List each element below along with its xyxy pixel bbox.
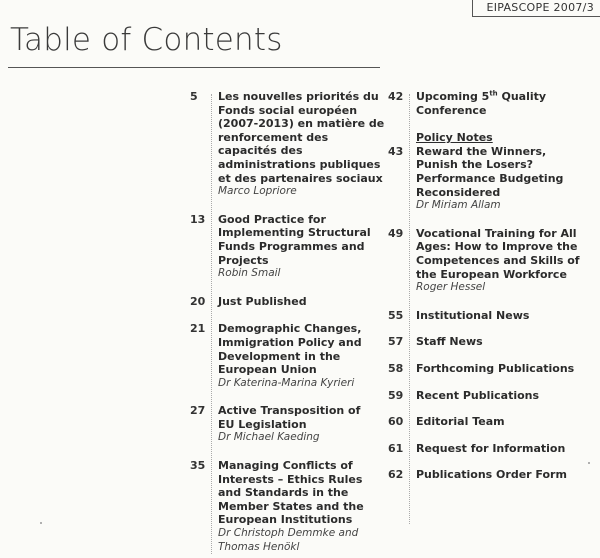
toc-page-number: 42 — [388, 90, 404, 103]
scan-speck — [588, 462, 590, 464]
toc-page-number: 27 — [190, 404, 206, 418]
toc-entry[interactable] — [388, 442, 598, 456]
toc-entry-author: Dr Michael Kaeding — [218, 431, 320, 444]
toc-entry[interactable] — [190, 404, 385, 445]
toc-entry-title: Managing Conflicts of Interests – Ethics Rules and Standards in the Member States and the European Institutions — [218, 459, 364, 527]
scan-speck — [40, 522, 42, 524]
toc-entry[interactable] — [190, 213, 385, 281]
toc-entry-author: Roger Hessel — [416, 281, 486, 294]
toc-entry[interactable] — [388, 468, 598, 482]
toc-entry-title: Good Practice for Implementing Structural Funds Programmes and Projects — [218, 212, 371, 267]
toc-entry[interactable] — [190, 322, 385, 390]
toc-page-number: 5 — [190, 90, 198, 103]
toc-entry-title: Les nouvelles priorités du Fonds social européen (2007-2013) en matière de renforcement des capacités des administrations publiques et des partenaires sociaux — [218, 90, 385, 185]
toc-entry-author: Dr Katerina-Marina Kyrieri — [218, 376, 355, 389]
toc-entry-title: Active Transposition of EU Legislation — [218, 404, 361, 431]
toc-page-number: 61 — [388, 441, 404, 455]
toc-entry-author: Marco Lopriore — [218, 185, 297, 198]
toc-entry-title: Request for Information — [416, 441, 566, 455]
toc-page-number: 13 — [190, 212, 206, 226]
toc-entry-title: Vocational Training for All Ages: How to Improve the Competences and Skills of the European Workforce — [416, 226, 580, 281]
toc-entry-title: Demographic Changes, Immigration Policy and Development in the European Union — [218, 322, 362, 377]
toc-entry[interactable] — [388, 90, 598, 117]
toc-entry-author: Robin Smail — [218, 267, 281, 280]
toc-page-number: 43 — [388, 144, 404, 158]
toc-entry-title: Institutional News — [416, 308, 530, 322]
toc-left-column — [190, 90, 385, 554]
toc-page-number: 62 — [388, 468, 404, 482]
toc-entry-title: Editorial Team — [416, 415, 505, 429]
toc-page-number: 35 — [190, 459, 206, 473]
toc-entry-title: Recent Publications — [416, 388, 540, 402]
toc-entry[interactable] — [388, 227, 598, 295]
toc-entry[interactable] — [388, 335, 598, 349]
toc-page-number: 20 — [190, 294, 206, 308]
toc-entry[interactable] — [388, 389, 598, 403]
policy-notes-heading: Policy Notes — [416, 131, 493, 145]
toc-entry-title: Staff News — [416, 335, 483, 349]
toc-right-column — [388, 90, 598, 482]
toc-page-number: 60 — [388, 415, 404, 429]
toc-page-number: 57 — [388, 335, 404, 349]
journal-issue: EIPASCOPE 2007/3 — [486, 1, 594, 14]
toc-page-number: 21 — [190, 322, 206, 336]
toc-page-number: 55 — [388, 308, 404, 322]
toc-entry-title: Reward the Winners, Punish the Losers? Performance Budgeting Reconsidered — [416, 144, 564, 199]
toc-entry-title: Just Published — [218, 294, 307, 308]
toc-entry[interactable] — [190, 295, 385, 309]
toc-page-number: 49 — [388, 226, 404, 240]
toc-entry[interactable] — [190, 459, 385, 554]
title-divider — [8, 67, 380, 68]
toc-page-number: 58 — [388, 361, 404, 375]
toc-entry[interactable] — [190, 90, 385, 199]
toc-entry-author: Dr Christoph Demmke and Thomas Henökl — [218, 527, 359, 553]
toc-entry-title: Upcoming 5th Quality Conference — [416, 89, 547, 117]
toc-entry[interactable] — [388, 415, 598, 429]
toc-entry[interactable] — [388, 145, 598, 213]
page-title: Table of Contents — [10, 22, 283, 58]
toc-page-number: 59 — [388, 388, 404, 402]
toc-entry[interactable] — [388, 362, 598, 376]
toc-entry-author: Dr Miriam Allam — [416, 199, 501, 212]
toc-entry-title: Forthcoming Publications — [416, 361, 575, 375]
toc-entry[interactable] — [388, 309, 598, 323]
toc-entry-title: Publications Order Form — [416, 468, 567, 482]
